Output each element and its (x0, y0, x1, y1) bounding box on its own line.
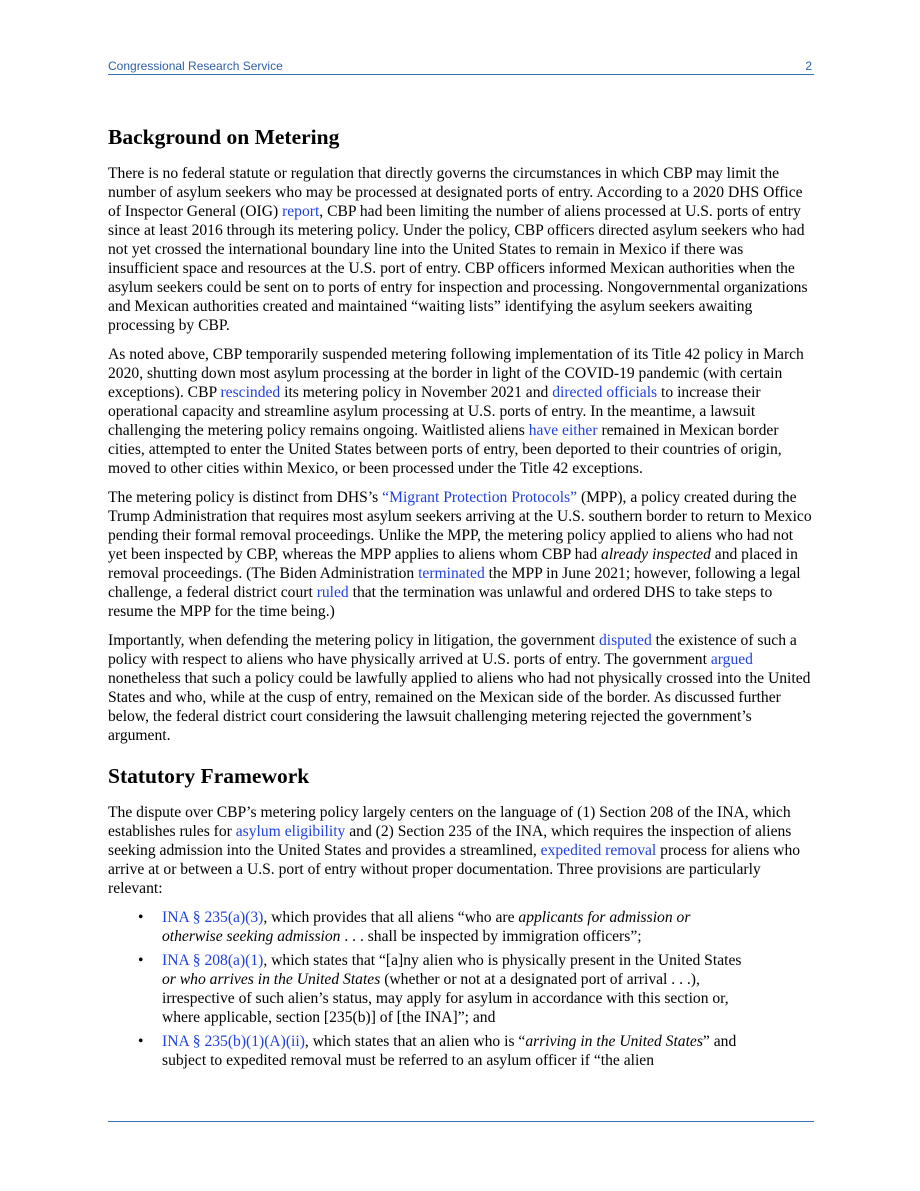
bullet-icon: • (138, 1033, 144, 1050)
ruled-link[interactable]: ruled (316, 584, 349, 601)
mpp-link[interactable]: “Migrant Protection Protocols” (382, 489, 578, 506)
section-heading-statutory: Statutory Framework (108, 764, 310, 788)
bullet-icon: • (138, 952, 144, 969)
list-item: • INA § 208(a)(1), which states that “[a]ny alien who is physically present in the United States or who arrives in the United States (whether or not at a designated port of arrival . . .), irrespective of such alien’s status, may apply for asylum in accordance with this section or, where applicable, section [235(b)] of [the INA]”; and (138, 952, 742, 1026)
rescinded-link[interactable]: rescinded (220, 384, 281, 401)
have-either-link[interactable]: have either (528, 422, 598, 439)
bullet-icon: • (138, 909, 144, 926)
section-heading-background: Background on Metering (108, 125, 340, 149)
list-item: • INA § 235(b)(1)(A)(ii), which states that an alien who is “arriving in the United States” and subject to expedited removal must be referred to an asylum officer if “the alien (138, 1033, 737, 1069)
ina-235a3-link[interactable]: INA § 235(a)(3) (162, 909, 264, 926)
ina-235b1aii-link[interactable]: INA § 235(b)(1)(A)(ii) (162, 1033, 305, 1050)
list-item: • INA § 235(a)(3), which provides that all aliens “who are applicants for admission or otherwise seeking admission . . . shall be inspected by immigration officers”; (138, 909, 691, 945)
paragraph-background-3: The metering policy is distinct from DHS’s “Migrant Protection Protocols” (MPP), a policy created during the Trump Administration that requires most asylum seekers arriving at the U.S. southern border to return to Mexico pending their formal removal proceedings. Unlike the MPP, the metering policy applied to aliens who had not yet been inspected by CBP, whereas the MPP applies to aliens whom CBP had already inspected and placed in removal proceedings. (The Biden Administration terminated the MPP in June 2021; however, following a legal challenge, a federal district court ruled that the termination was unlawful and ordered DHS to take steps to resume the MPP for the time being.) (108, 489, 812, 620)
directed-officials-link[interactable]: directed officials (552, 384, 658, 401)
report-link[interactable]: report (282, 203, 320, 220)
header-organization: Congressional Research Service (108, 59, 283, 73)
paragraph-background-4: Importantly, when defending the metering policy in litigation, the government disputed the existence of such a policy with respect to aliens who have physically arrived at U.S. ports of entry. The government argued nonetheless that such a policy could be lawfully applied to aliens who had not physically crossed into the United States and who, while at the cusp of entry, remained on the Mexican side of the border. As discussed further below, the federal district court considering the lawsuit challenging metering rejected the government’s argument. (108, 632, 811, 744)
argued-link[interactable]: argued (710, 651, 753, 668)
disputed-link[interactable]: disputed (598, 632, 652, 649)
paragraph-statutory-1: The dispute over CBP’s metering policy largely centers on the language of (1) Section 208 of the INA, which establishes rules for asylum eligibility and (2) Section 235 of the INA, which requires the inspection of aliens seeking admission into the United States and provides a streamlined, expedited removal process for aliens who arrive at or between a U.S. port of entry without proper documentation. Three provisions are particularly relevant: (108, 804, 801, 897)
expedited-removal-link[interactable]: expedited removal (540, 842, 657, 859)
footer-rule (108, 1121, 814, 1122)
ina-208a1-link[interactable]: INA § 208(a)(1) (162, 952, 264, 969)
paragraph-background-1: There is no federal statute or regulation that directly governs the circumstances in which CBP may limit the number of asylum seekers who may be processed at designated ports of entry. According to a 2020 DHS Office of Inspector General (OIG) report, CBP had been limiting the number of aliens processed at U.S. ports of entry since at least 2016 through its metering policy. Under the policy, CBP officers directed asylum seekers who had not yet crossed the international boundary line into the United States to remain in Mexico if there was insufficient space and resources at the U.S. port of entry. CBP officers informed Mexican authorities when the asylum seekers could be sent on to ports of entry for inspection and processing. Nongovernmental organizations and Mexican authorities created and maintained “waiting lists” identifying the asylum seekers awaiting processing by CBP. (108, 165, 808, 334)
page-number: 2 (805, 59, 812, 73)
page-content (108, 120, 814, 1075)
provisions-list (108, 908, 814, 1070)
paragraph-background-2: As noted above, CBP temporarily suspended metering following implementation of its Title 42 policy in March 2020, shutting down most asylum processing at the border in light of the COVID-19 pandemic (with certain exceptions). CBP rescinded its metering policy in November 2021 and directed officials to increase their operational capacity and streamline asylum processing at U.S. ports of entry. In the meantime, a lawsuit challenging the metering policy remains ongoing. Waitlisted aliens have either remained in Mexican border cities, attempted to enter the United States between ports of entry, been deported to their countries of origin, moved to other cities within Mexico, or been processed under the Title 42 exceptions. (108, 346, 804, 477)
asylum-eligibility-link[interactable]: asylum eligibility (235, 823, 346, 840)
page-header (108, 57, 814, 75)
terminated-link[interactable]: terminated (418, 565, 485, 582)
